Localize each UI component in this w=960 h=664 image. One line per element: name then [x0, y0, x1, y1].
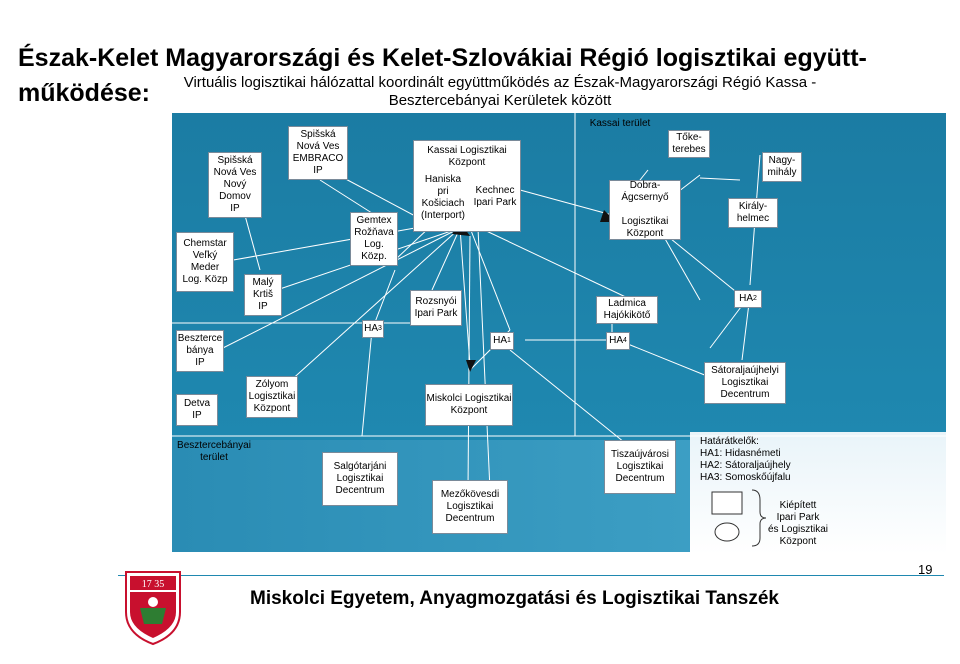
node-maly-krtis: Malý Krtiš IP: [244, 274, 282, 316]
node-spisska-nova-ves-novy-domov: Spišská Nová Ves Nový Domov IP: [208, 152, 262, 218]
border-crossing-ha1: HA 1: [490, 332, 514, 350]
legend-item-ha1: HA1: Hidasnémeti: [700, 448, 781, 459]
legend-bracket-label: Kiépített Ipari Park és Logisztikai Központ: [767, 500, 829, 547]
node-kiralyhelmec: Király- helmec: [728, 198, 778, 228]
node-gemtex: Gemtex Rožňava Log. Közp.: [350, 212, 398, 266]
node-spisska-embraco: Spišská Nová Ves EMBRACO IP: [288, 126, 348, 180]
page-title-continuation: működése:: [18, 79, 150, 107]
crest-years: 17 35: [141, 579, 165, 590]
university-crest-icon: [120, 568, 186, 648]
kassai-log-title: Kassai Logisztikai Központ: [427, 145, 507, 168]
legend-box-icon: [712, 492, 742, 514]
node-dobra: Dobra- Ágcsernyő Logisztikai Központ: [609, 180, 681, 240]
legend-item-ha2: HA2: Sátoraljaújhely: [700, 460, 791, 471]
node-chemstar: Chemstar Veľký Meder Log. Közp: [176, 232, 234, 292]
node-mezokovesd: Mezőkövesdi Logisztikai Decentrum: [432, 480, 508, 534]
node-salgotarjan: Salgótarjáni Logisztikai Decentrum: [322, 452, 398, 506]
node-kechnec: Kechnec Ipari Park: [473, 185, 517, 208]
legend-ellipse-icon: [715, 523, 739, 541]
node-miskolci-log-kozpont: Miskolci Logisztikai Központ: [425, 384, 513, 426]
footer-institution: Miskolci Egyetem, Anyagmozgatási és Logisztikai Tanszék: [250, 588, 780, 609]
legend-heading: Határátkelők:: [700, 436, 759, 447]
node-nagymihaly: Nagy- mihály: [762, 152, 802, 182]
node-haniska: Haniska pri Košiciach (Interport): [421, 174, 465, 221]
border-crossing-ha3: HA 3: [362, 320, 384, 338]
region-label-besztercebanyai: Besztercebányai terület: [177, 440, 251, 463]
page-title: Észak-Kelet Magyarországi és Kelet-Szlovákiai Régió logisztikai együtt-: [18, 44, 867, 72]
border-crossing-ha2: HA 2: [734, 290, 762, 308]
border-crossing-ha4: HA 4: [606, 332, 630, 350]
footer-divider: [118, 575, 944, 576]
node-rozsnyoi: Rozsnyói Ipari Park: [410, 290, 462, 326]
legend-item-ha3: HA3: Somoskőújfalu: [700, 472, 791, 483]
node-beszterce: Beszterce bánya IP: [176, 330, 224, 372]
node-detva: Detva IP: [176, 394, 218, 426]
node-tokete: Tőke- terebes: [668, 130, 710, 158]
legend-bracket-icon: [752, 490, 766, 546]
node-zolyom: Zólyom Logisztikai Központ: [246, 376, 298, 418]
node-ladmica: Ladmica Hajókikötő: [596, 296, 658, 324]
page-number: 19: [918, 562, 933, 577]
page-subtitle: Virtuális logisztikai hálózattal koordinált együttműködés az Észak-Magyarországi Régió Kassa - Besztercebányai Kerületek között: [183, 74, 817, 109]
node-tiszaujvaros: Tiszaújvárosi Logisztikai Decentrum: [604, 440, 676, 494]
region-label-kassai: Kassai terület: [589, 118, 651, 129]
node-satoraljaujhely: Sátoraljaújhelyi Logisztikai Decentrum: [704, 362, 786, 404]
